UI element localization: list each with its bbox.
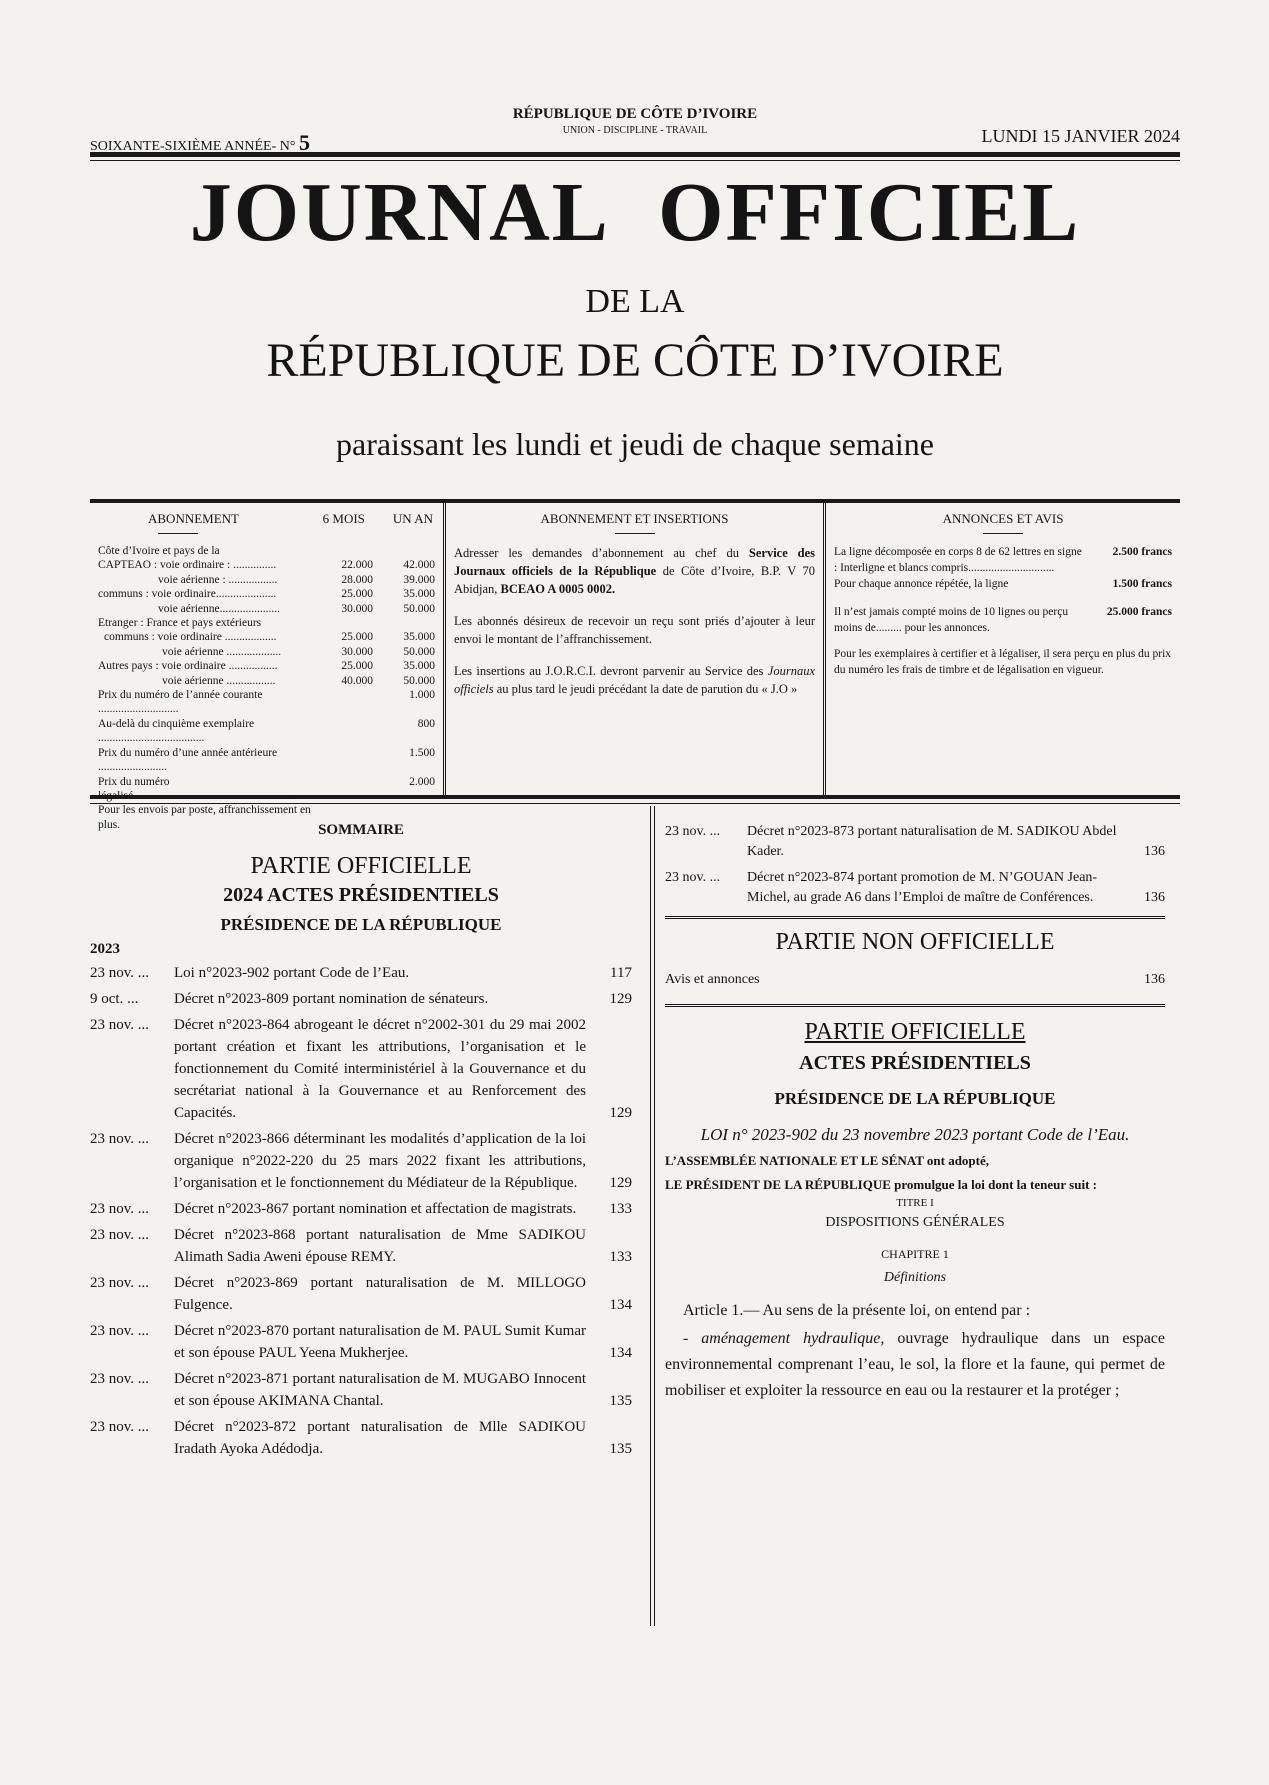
rate-un-an: 1.500 bbox=[409, 746, 435, 759]
entry-text: Décret n°2023-870 portant naturalisation de M. PAUL Sumit Kumar et son épouse PAUL Yeena Mukherjee. bbox=[174, 1323, 586, 1361]
rate-row bbox=[98, 616, 435, 630]
partie-officielle-heading bbox=[665, 1019, 1165, 1046]
rate-un-an: 42.000 bbox=[403, 559, 435, 572]
rate-un-an: 2.000 bbox=[409, 775, 435, 788]
rate-6mois bbox=[319, 746, 373, 775]
inserts-deadline-b: Journaux officiels bbox=[454, 664, 815, 696]
annonce-label: Il n’est jamais compté moins de 10 lignes ou perçu moins de......... pour les annonces. bbox=[834, 606, 1069, 634]
rate-row bbox=[98, 587, 435, 601]
rate-label: CAPTEAO : voie ordinaire : ............... bbox=[98, 559, 277, 572]
definition-term: - aménagement hydraulique, bbox=[683, 1330, 885, 1347]
rate-row bbox=[98, 573, 435, 587]
rate-6mois: 22.000 bbox=[341, 559, 373, 572]
rates-underline bbox=[158, 533, 198, 534]
rate-label: communs : voie ordinaire..................... bbox=[98, 588, 277, 601]
rate-un-an: 50.000 bbox=[403, 645, 435, 658]
rates-head-label: ABONNEMENT bbox=[148, 511, 239, 526]
annonce-price: 2.500 francs bbox=[1112, 546, 1172, 558]
inserts-address-d: BCEAO A 0005 0002. bbox=[500, 582, 616, 596]
rate-un-an: 50.000 bbox=[403, 602, 435, 615]
inserts-address-a: Adresser les demandes d’abonnement au chef du bbox=[454, 546, 739, 560]
definitions-heading: Définitions bbox=[883, 1270, 947, 1285]
rate-6mois: 25.000 bbox=[341, 631, 373, 644]
rate-un-an bbox=[373, 616, 435, 630]
rate-6mois: 40.000 bbox=[341, 674, 373, 687]
rates-header bbox=[98, 511, 435, 527]
rate-label: Prix du numéro légalisé....................................................... bbox=[98, 775, 292, 802]
rate-un-an: 35.000 bbox=[403, 588, 435, 601]
chapitre-label: CHAPITRE 1 bbox=[881, 1247, 949, 1261]
sommaire-entry bbox=[90, 1416, 632, 1460]
entry-page: 136 bbox=[1144, 890, 1165, 905]
sommaire-entry bbox=[90, 1272, 632, 1316]
rate-label: communs : voie ordinaire .................. bbox=[104, 631, 277, 644]
sommaire-year: 2023 bbox=[90, 941, 120, 957]
entry-date: 9 oct. ... bbox=[90, 991, 139, 1007]
entry-page: 135 bbox=[609, 1393, 632, 1409]
sommaire-entry bbox=[665, 822, 1165, 862]
entry-text: Décret n°2023-871 portant naturalisation de M. MUGABO Innocent et son épouse AKIMANA Chantal. bbox=[174, 1371, 586, 1409]
rate-row bbox=[98, 659, 435, 673]
entry-page: 129 bbox=[609, 1105, 632, 1121]
rate-label: Autres pays : voie ordinaire ................. bbox=[98, 660, 278, 673]
sommaire-column bbox=[90, 806, 640, 1626]
annonce-price: 25.000 francs bbox=[1106, 606, 1172, 618]
subscription-annonces bbox=[826, 503, 1180, 795]
rate-row bbox=[98, 717, 435, 746]
rate-6mois: 25.000 bbox=[341, 588, 373, 601]
entry-date: 23 nov. ... bbox=[90, 1227, 150, 1243]
inserts-deadline-a: Les insertions au J.O.R.C.I. devront parvenir au Service des bbox=[454, 664, 764, 678]
entry-page: 129 bbox=[609, 991, 632, 1007]
entry-text: Décret n°2023-868 portant naturalisation de Mme SADIKOU Alimath Sadia Aweni épouse REMY. bbox=[174, 1227, 586, 1265]
sommaire-entry bbox=[90, 1014, 632, 1124]
issue-number: 5 bbox=[298, 130, 310, 155]
entry-date: 23 nov. ... bbox=[90, 1131, 150, 1147]
column-separator bbox=[650, 806, 655, 1626]
sommaire-entry bbox=[90, 1320, 632, 1364]
annonces-note: Pour les exemplaires à certifier et à légaliser, il sera perçu en plus du prix du numéro les frais de timbre et de légalisation en vigueur. bbox=[834, 648, 1172, 676]
article-1: Article 1.— Au sens de la présente loi, on entend par : bbox=[683, 1302, 1031, 1319]
inserts-header: ABONNEMENT ET INSERTIONS bbox=[540, 511, 729, 526]
rate-6mois bbox=[319, 544, 373, 558]
entry-page: 133 bbox=[609, 1201, 632, 1217]
issue-date: LUNDI 15 JANVIER 2024 bbox=[981, 126, 1180, 146]
annonces-list bbox=[834, 544, 1172, 636]
header-topline bbox=[90, 100, 1180, 155]
rate-label: voie aérienne..................... bbox=[158, 602, 280, 615]
annonce-label: Pour chaque annonce répétée, la ligne bbox=[834, 578, 1009, 590]
entry-page: 134 bbox=[609, 1345, 632, 1361]
inserts-deadline-note bbox=[454, 662, 815, 698]
entry-page: 129 bbox=[609, 1175, 632, 1191]
masthead-republique: RÉPUBLIQUE DE CÔTE D’IVOIRE bbox=[266, 334, 1004, 387]
entry-page: 117 bbox=[610, 965, 632, 981]
inserts-address-c: de Côte d’Ivoire, B.P. V 70 Abidjan, bbox=[454, 564, 815, 596]
rate-6mois bbox=[319, 717, 373, 746]
rate-un-an: 50.000 bbox=[403, 674, 435, 687]
rate-un-an: 39.000 bbox=[403, 573, 435, 586]
inserts-underline bbox=[615, 533, 655, 534]
presidence-heading: PRÉSIDENCE DE LA RÉPUBLIQUE bbox=[774, 1089, 1056, 1108]
rate-6mois bbox=[319, 775, 373, 804]
entry-page: 136 bbox=[1144, 844, 1165, 859]
rate-row bbox=[98, 544, 435, 558]
subscription-inserts bbox=[446, 503, 826, 795]
avis-page: 136 bbox=[1144, 972, 1165, 987]
entry-date: 23 nov. ... bbox=[665, 870, 721, 885]
rate-row bbox=[98, 630, 435, 644]
entry-date: 23 nov. ... bbox=[90, 1275, 150, 1291]
rate-un-an: 800 bbox=[417, 717, 435, 730]
rate-label: Etranger : France et pays extérieurs bbox=[98, 617, 262, 630]
rates-list bbox=[98, 544, 435, 832]
inserts-receipt-note: Les abonnés désireux de recevoir un reçu sont priés d’ajouter à leur envoi le montant de l’affranchissement. bbox=[454, 614, 815, 646]
entry-text: Décret n°2023-869 portant naturalisation de M. MILLOGO Fulgence. bbox=[174, 1275, 586, 1313]
entry-text: Loi n°2023-902 portant Code de l’Eau. bbox=[174, 965, 410, 981]
sommaire-partie-officielle: PARTIE OFFICIELLE bbox=[250, 853, 472, 879]
rate-label: voie aérienne ................. bbox=[162, 674, 276, 687]
entry-text: Décret n°2023-867 portant nomination et affectation de magistrats. bbox=[174, 1201, 577, 1217]
rate-label: Prix du numéro d’une année antérieure ........................ bbox=[98, 746, 278, 774]
entry-page: 133 bbox=[609, 1249, 632, 1265]
motto: UNION - DISCIPLINE - TRAVAIL bbox=[562, 125, 708, 136]
titre-label: TITRE I bbox=[896, 1197, 934, 1209]
entry-date: 23 nov. ... bbox=[90, 1201, 150, 1217]
definition-amenagement bbox=[665, 1326, 1165, 1404]
rate-label: Pour les envois par poste, affranchissement en plus. bbox=[98, 804, 311, 831]
rate-row bbox=[98, 645, 435, 659]
rate-un-an: 1.000 bbox=[409, 689, 435, 702]
definition-text: ouvrage hydraulique dans un espace environnemental comprenant l’eau, le sol, la flore et la faune, qui permet de mobiliser et exploiter la ressource en eau ou la restaurer et la protéger ; bbox=[665, 1330, 1165, 1399]
entry-text: Décret n°2023-872 portant naturalisation de Mlle SADIKOU Iradath Ayoka Adédodja. bbox=[174, 1419, 586, 1457]
right-column bbox=[665, 806, 1165, 1626]
rate-label: Au-delà du cinquième exemplaire ..................................... bbox=[98, 717, 255, 745]
republic-name: RÉPUBLIQUE DE CÔTE D’IVOIRE bbox=[512, 106, 758, 122]
rate-label: Côte d’Ivoire et pays de la bbox=[98, 545, 220, 557]
entry-date: 23 nov. ... bbox=[90, 1017, 150, 1033]
avis-label: Avis et annonces bbox=[665, 972, 760, 987]
annonce-price: 1.500 francs bbox=[1112, 578, 1172, 590]
entry-text: Décret n°2023-874 portant promotion de M. N’GOUAN Jean-Michel, au grade A6 dans l’Emploi de maître de Conférences. bbox=[747, 870, 1098, 905]
sommaire-list bbox=[90, 962, 632, 1460]
avis-row bbox=[665, 964, 1165, 1007]
entry-page: 134 bbox=[609, 1297, 632, 1313]
sommaire-title: SOMMAIRE bbox=[318, 822, 404, 838]
sommaire-entry bbox=[90, 1224, 632, 1268]
rate-row bbox=[98, 674, 435, 688]
annonce-row bbox=[834, 604, 1172, 636]
journal-page bbox=[90, 100, 1180, 1626]
sommaire-actes: 2024 ACTES PRÉSIDENTIELS bbox=[223, 884, 499, 906]
annonce-row bbox=[834, 576, 1172, 592]
adoption-statement: L’ASSEMBLÉE NATIONALE ET LE SÉNAT ont adopté, bbox=[665, 1153, 990, 1168]
rate-6mois: 25.000 bbox=[341, 660, 373, 673]
lower-columns bbox=[90, 806, 1180, 1626]
masthead-rule-thin bbox=[90, 160, 1180, 161]
rate-row bbox=[98, 602, 435, 616]
sommaire-entry bbox=[90, 988, 632, 1010]
rate-row bbox=[98, 746, 435, 775]
entry-page: 135 bbox=[609, 1441, 632, 1457]
masthead-title: JOURNAL OFFICIEL bbox=[189, 166, 1081, 259]
inserts-deadline-c: au plus tard le jeudi précédant la date de parution du « J.O » bbox=[496, 682, 798, 696]
rate-row bbox=[98, 558, 435, 572]
entry-text: Décret n°2023-873 portant naturalisation de M. SADIKOU Abdel Kader. bbox=[747, 824, 1117, 859]
rate-label: voie aérienne ................... bbox=[162, 645, 282, 658]
sommaire-entry bbox=[90, 1368, 632, 1412]
rate-6mois bbox=[319, 688, 373, 717]
annonces-underline bbox=[983, 533, 1023, 534]
rate-6mois bbox=[319, 616, 373, 630]
entry-date: 23 nov. ... bbox=[90, 965, 150, 981]
masthead-de-la: DE LA bbox=[585, 283, 685, 320]
sommaire-entry bbox=[665, 868, 1165, 908]
loi-title: LOI n° 2023-902 du 23 novembre 2023 portant Code de l’Eau. bbox=[700, 1125, 1130, 1144]
rate-label: Prix du numéro de l’année courante ............................ bbox=[98, 689, 263, 716]
entry-date: 23 nov. ... bbox=[90, 1371, 150, 1387]
publication-frequency: paraissant les lundi et jeudi de chaque semaine bbox=[335, 426, 934, 462]
inserts-address bbox=[454, 544, 815, 598]
sommaire-presidence: PRÉSIDENCE DE LA RÉPUBLIQUE bbox=[220, 915, 502, 934]
rate-un-an: 35.000 bbox=[403, 660, 435, 673]
entry-date: 23 nov. ... bbox=[90, 1419, 150, 1435]
rate-label: voie aérienne : ................. bbox=[158, 573, 278, 586]
entry-text: Décret n°2023-864 abrogeant le décret n°2002-301 du 29 mai 2002 portant création et fixant les attributions, l’organisation et le fonctionnement du Comité interministériel à la Gouvernance et du secrétariat national à la Gouvernance et au Renforcement des Capacités. bbox=[174, 1017, 586, 1121]
rate-6mois: 30.000 bbox=[341, 602, 373, 615]
annonce-label: La ligne décomposée en corps 8 de 62 lettres en signe : Interligne et blancs compris.............................. bbox=[834, 546, 1082, 574]
rate-6mois: 30.000 bbox=[341, 645, 373, 658]
right-entries bbox=[665, 822, 1165, 908]
rate-un-an bbox=[373, 544, 435, 558]
entry-text: Décret n°2023-866 déterminant les modalités d’application de la loi organique n°2022-220 du 25 mars 2022 fixant les attributions, l’organisation et le fonctionnement du Médiateur de la République. bbox=[174, 1131, 586, 1191]
partie-officielle-text: PARTIE OFFICIELLE bbox=[804, 1019, 1026, 1045]
actes-presidentiels-heading: ACTES PRÉSIDENTIELS bbox=[799, 1052, 1031, 1074]
annonces-header: ANNONCES ET AVIS bbox=[942, 511, 1064, 526]
rate-row bbox=[98, 688, 435, 717]
entry-date: 23 nov. ... bbox=[665, 824, 721, 839]
rates-head-un-an: UN AN bbox=[392, 511, 433, 526]
sommaire-entry bbox=[90, 1128, 632, 1194]
year-issue-label: SOIXANTE-SIXIÈME ANNÉE- N° bbox=[90, 139, 296, 154]
entry-text: Décret n°2023-809 portant nomination de sénateurs. bbox=[174, 991, 489, 1007]
promulgation-statement: LE PRÉSIDENT DE LA RÉPUBLIQUE promulgue la loi dont la teneur suit : bbox=[665, 1177, 1097, 1192]
annonce-row bbox=[834, 544, 1172, 576]
rate-un-an: 35.000 bbox=[403, 631, 435, 644]
sommaire-entry bbox=[90, 962, 632, 984]
entry-date: 23 nov. ... bbox=[90, 1323, 150, 1339]
sommaire-entry bbox=[90, 1198, 632, 1220]
rates-head-6mois: 6 MOIS bbox=[322, 511, 365, 526]
rate-6mois: 28.000 bbox=[341, 573, 373, 586]
inserts-address-b: Service des Journaux officiels de la République bbox=[454, 546, 816, 578]
rate-row bbox=[98, 775, 435, 804]
partie-non-officielle: PARTIE NON OFFICIELLE bbox=[775, 929, 1055, 955]
dispositions-generales: DISPOSITIONS GÉNÉRALES bbox=[825, 1215, 1005, 1230]
